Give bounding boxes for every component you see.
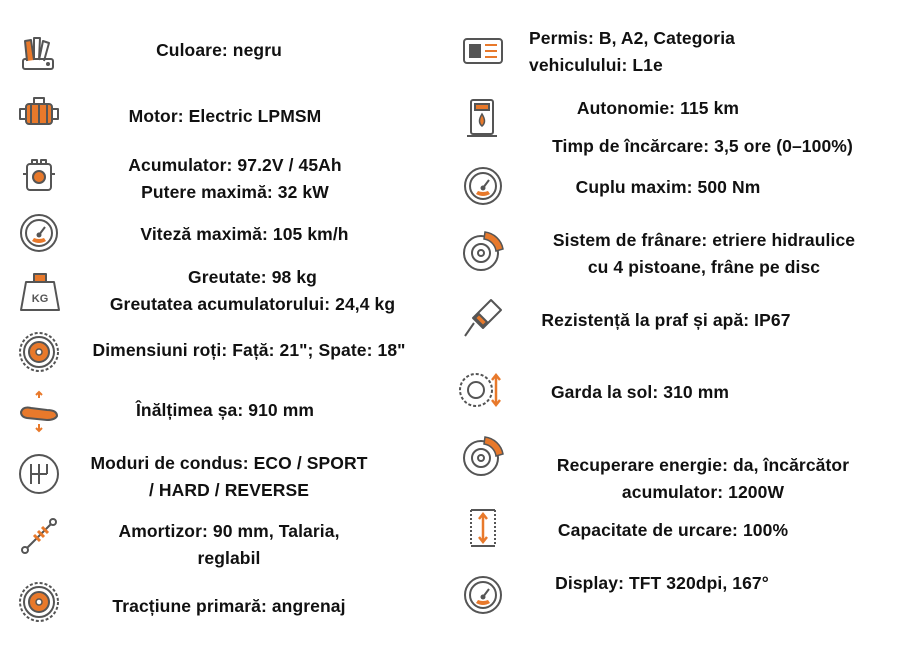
color-swatch-icon — [17, 31, 61, 75]
spec-ground-clearance: Garda la sol: 310 mm — [550, 382, 730, 402]
spec-wheel-size: Dimensiuni roți: Față: 21"; Spate: 18" — [92, 340, 406, 360]
gear-shift-icon — [17, 452, 61, 496]
spec-seat-height: Înălțimea șa: 910 mm — [135, 400, 315, 420]
spec-drive-modes: Moduri de condus: ECO / SPORT / HARD / REVERSE — [90, 453, 368, 500]
spec-range: Autonomie: 115 km — [576, 98, 740, 118]
spec-drive-type: Tracțiune primară: angrenaj — [112, 596, 346, 616]
torque-gauge-icon — [461, 164, 505, 208]
speedometer-icon — [17, 211, 61, 255]
spec-braking: Sistem de frânare: etriere hidraulice cu 4 pistoane, frâne pe disc — [552, 230, 856, 277]
spec-charging-time: Timp de încărcare: 3,5 ore (0–100%) — [552, 136, 853, 156]
weight-kg-icon — [18, 270, 62, 314]
spec-ip-rating: Rezistență la praf și apă: IP67 — [541, 310, 791, 330]
spec-motor: Motor: Electric LPMSM — [128, 106, 322, 126]
seat-height-icon — [17, 390, 61, 434]
spec-color: Culoare: negru — [156, 40, 282, 60]
spec-license: Permis: B, A2, Categoria vehiculului: L1e — [529, 28, 735, 75]
spec-battery: Acumulator: 97.2V / 45Ah Putere maximă: 32 kW — [128, 155, 342, 202]
license-card-icon — [461, 29, 505, 73]
regen-brake-icon — [461, 434, 505, 478]
drive-wheel-icon — [17, 580, 61, 624]
spec-climb-capacity: Capacitate de urcare: 100% — [557, 520, 789, 540]
shock-absorber-icon — [17, 514, 61, 558]
wheel-icon — [17, 330, 61, 374]
seal-tube-icon — [461, 296, 505, 340]
spec-torque: Cuplu maxim: 500 Nm — [575, 177, 761, 197]
display-gauge-icon — [461, 573, 505, 617]
brake-disc-icon — [461, 229, 505, 273]
ground-clearance-icon — [458, 368, 502, 412]
svg-text:KG: KG — [31, 293, 49, 305]
spec-shock-absorber: Amortizor: 90 mm, Talaria, reglabil — [118, 521, 340, 568]
spec-display: Display: TFT 320dpi, 167° — [555, 573, 769, 593]
spec-max-speed: Viteză maximă: 105 km/h — [140, 224, 349, 244]
battery-icon — [17, 154, 61, 198]
electric-motor-icon — [17, 92, 61, 136]
charging-station-icon — [461, 96, 505, 140]
spec-weight: Greutate: 98 kg Greutatea acumulatorului: 24,4 kg — [109, 267, 396, 314]
climb-capacity-icon — [461, 506, 505, 550]
spec-energy-recovery: Recuperare energie: da, încărcător acumulator: 1200W — [556, 455, 850, 502]
